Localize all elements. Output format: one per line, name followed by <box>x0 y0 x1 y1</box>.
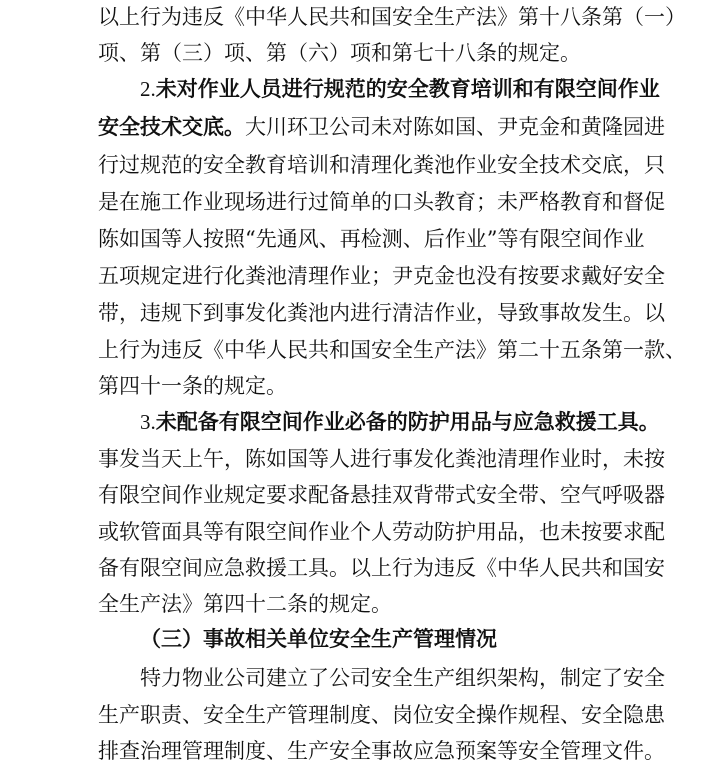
text-line-5 <box>98 150 665 180</box>
text-segment: 生产职责、安全生产管理制度、岗位安全操作规程、安全隐患 <box>98 703 665 727</box>
text-line-16 <box>98 553 665 583</box>
item-3-heading-line <box>140 407 660 437</box>
item-2-line-2 <box>98 112 665 142</box>
text-segment: 上行为违反《中华人民共和国安全生产法》第二十五条第一款、 <box>98 338 686 362</box>
item-heading-text: 未配备有限空间作业必备的防护用品与应急救援工具。 <box>155 409 660 434</box>
text-line-15 <box>98 517 665 547</box>
text-segment: 五项规定进行化粪池清理作业；尹克金也没有按要求戴好安全 <box>98 264 665 288</box>
text-segment: 陈如国等人按照“先通风、再检测、后作业”等有限空间作业 <box>98 227 645 251</box>
text-segment: 事发当天上午，陈如国等人进行事发化粪池清理作业时，未按 <box>98 447 665 471</box>
text-segment: 带，违规下到事发化粪池内进行清洁作业，导致事故发生。以 <box>98 301 665 325</box>
text-segment: 备有限空间应急救援工具。以上行为违反《中华人民共和国安 <box>98 556 665 580</box>
text-line-17 <box>98 589 392 619</box>
text-segment: 特力物业公司建立了公司安全生产组织架构，制定了安全 <box>140 666 665 690</box>
text-line-7 <box>98 224 645 254</box>
text-line-9 <box>98 298 665 328</box>
text-line-14 <box>98 480 665 510</box>
text-segment: 项、第（三）项、第（六）项和第七十八条的规定。 <box>98 41 581 65</box>
item-heading-text: 安全技术交底。 <box>98 114 245 139</box>
text-segment: 第四十一条的规定。 <box>98 374 287 398</box>
text-segment: 或软管面具等有限空间作业个人劳动防护用品，也未按要求配 <box>98 520 665 544</box>
text-segment: 以上行为违反《中华人民共和国安全生产法》第十八条第（一） <box>98 5 686 29</box>
item-2-heading-line <box>140 74 660 104</box>
section-heading: （三）事故相关单位安全生产管理情况 <box>140 626 497 651</box>
text-line-20 <box>98 736 665 766</box>
item-number: 2. <box>140 77 156 101</box>
text-line-1 <box>98 2 686 32</box>
text-line-19 <box>98 700 665 730</box>
text-segment: 大川环卫公司未对陈如国、尹克金和黄隆园进 <box>245 115 665 139</box>
text-line-8 <box>98 261 665 291</box>
text-line-10 <box>98 335 686 365</box>
item-heading-text: 未对作业人员进行规范的安全教育培训和有限空间作业 <box>155 76 660 101</box>
text-line-11 <box>98 371 287 401</box>
text-line-6 <box>98 187 665 217</box>
text-segment: 排查治理管理制度、生产安全事故应急预案等安全管理文件。 <box>98 739 665 763</box>
item-number: 3. <box>140 410 156 434</box>
text-segment: 有限空间作业规定要求配备悬挂双背带式安全带、空气呼吸器 <box>98 483 665 507</box>
text-line-13 <box>98 444 665 474</box>
text-segment: 全生产法》第四十二条的规定。 <box>98 592 392 616</box>
paragraph-first-line <box>140 663 665 693</box>
text-segment: 是在施工作业现场进行过简单的口头教育；未严格教育和督促 <box>98 190 665 214</box>
text-line-2 <box>98 38 581 68</box>
text-segment: 行过规范的安全教育培训和清理化粪池作业安全技术交底，只 <box>98 153 665 177</box>
